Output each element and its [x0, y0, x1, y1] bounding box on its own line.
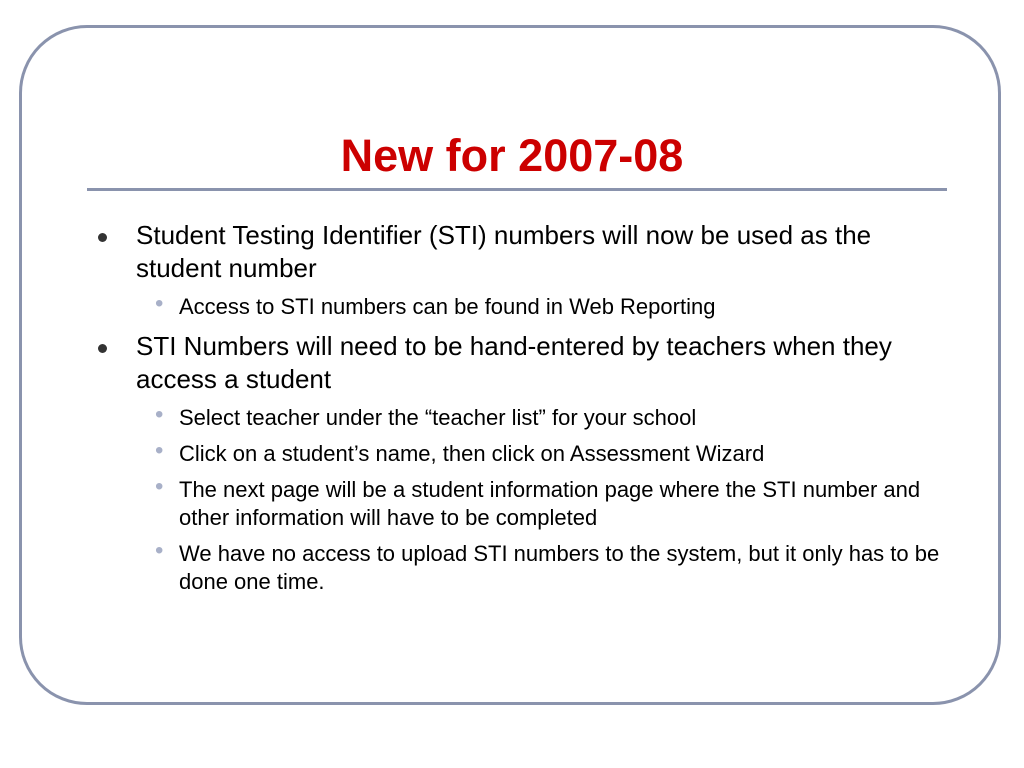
sub-bullet-dot-icon: • — [155, 401, 164, 428]
sub-bullet-dot-icon: • — [155, 537, 164, 564]
sub-bullet-dot-icon: • — [155, 437, 164, 464]
slide-title: New for 2007-08 — [340, 130, 684, 181]
sub-bullet-dot-icon: • — [155, 473, 164, 500]
sub-bullet-text: Click on a student’s name, then click on Assessment Wizard — [179, 441, 765, 466]
sub-bullet-item — [94, 290, 954, 321]
sub-bullet-text: We have no access to upload STI numbers to the system, but it only has to be done one time. — [179, 541, 940, 594]
sub-bullet-dot-icon: • — [155, 290, 164, 317]
sub-bullet-item — [94, 473, 954, 532]
bullet-item — [94, 219, 954, 285]
sub-bullet-item — [94, 537, 954, 596]
bullet-dot-icon — [98, 233, 107, 242]
bullet-text: STI Numbers will need to be hand-entered by teachers when they access a student — [136, 331, 892, 394]
sub-bullet-text: The next page will be a student information page where the STI number and other information will have to be completed — [179, 477, 921, 530]
bullet-text: Student Testing Identifier (STI) numbers will now be used as the student number — [136, 220, 872, 283]
slide-body — [94, 219, 954, 596]
sub-bullet-item — [94, 401, 954, 432]
bullet-item — [94, 330, 954, 396]
title-divider — [87, 188, 947, 191]
sub-bullet-text: Access to STI numbers can be found in Web Reporting — [179, 294, 716, 319]
bullet-dot-icon — [98, 344, 107, 353]
sub-bullet-item — [94, 437, 954, 468]
sub-bullet-text: Select teacher under the “teacher list” for your school — [179, 405, 697, 430]
